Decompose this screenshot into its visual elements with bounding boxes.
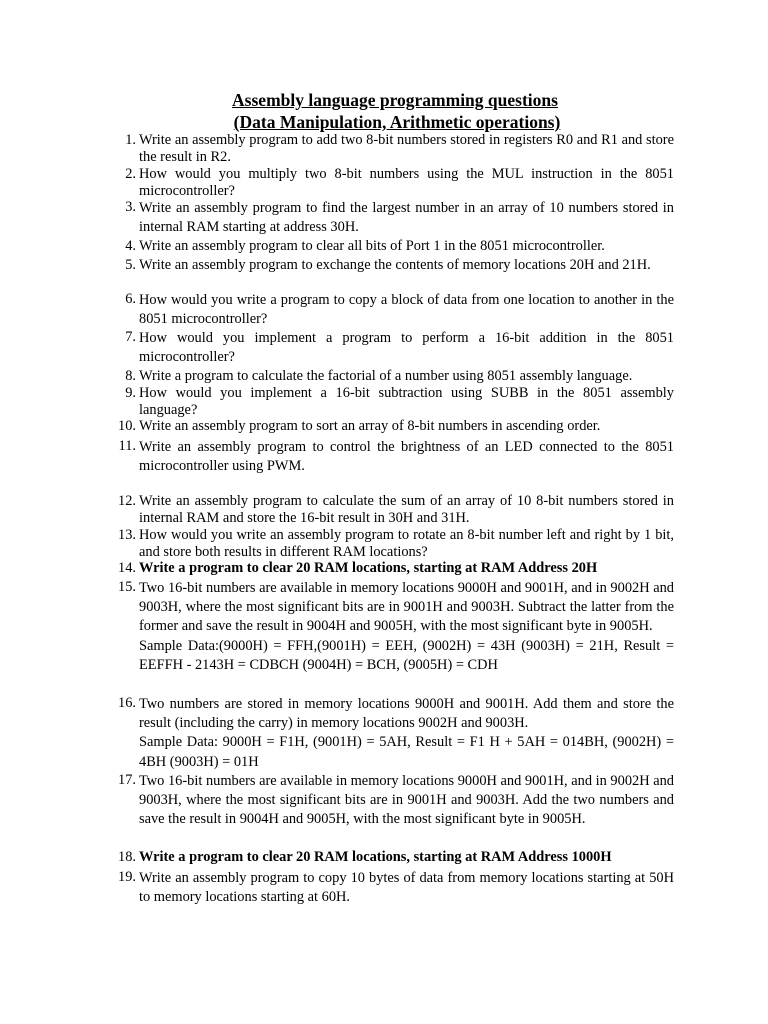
list-item-number: 19.	[118, 869, 136, 885]
list-item	[110, 257, 674, 274]
list-item-text: How would you implement a 16-bit subtraction using SUBB in the 8051 assembly language?	[139, 385, 674, 418]
list-item	[110, 291, 674, 329]
list-item-text: Two 16-bit numbers are available in memory locations 9000H and 9001H, and in 9002H and 9003H, where the most significant bits are in 9001H and 9003H. Subtract the latter from the former and save the result in 9004H and 9005H, with the most significant byte in 9005H.	[139, 580, 674, 635]
list-item	[110, 132, 674, 166]
list-item	[110, 493, 674, 527]
list-item	[110, 199, 674, 237]
list-item	[110, 329, 674, 367]
list-item-text: How would you multiply two 8-bit numbers using the MUL instruction in the 8051 microcontroller?	[139, 166, 674, 199]
list-item-number: 14.	[118, 560, 136, 576]
page-title: Assembly language programming questions	[232, 90, 558, 110]
list-item-text: Write an assembly program to copy 10 bytes of data from memory locations starting at 50H to memory locations starting at 60H.	[139, 870, 674, 906]
list-item-text: How would you implement a program to perform a 16-bit addition in the 8051 microcontroller?	[139, 330, 674, 366]
list-item-number: 7.	[125, 329, 136, 345]
list-item-text: Write an assembly program to sort an array of 8-bit numbers in ascending order.	[139, 418, 601, 434]
list-item-text: Write a program to calculate the factorial of a number using 8051 assembly language.	[139, 368, 633, 384]
list-item	[110, 385, 674, 419]
list-item-text: Write an assembly program to control the brightness of an LED connected to the 8051 microcontroller using PWM.	[139, 439, 674, 475]
list-item-number: 5.	[125, 257, 136, 273]
list-item	[110, 849, 674, 866]
list-item	[110, 438, 674, 476]
list-item	[110, 166, 674, 200]
list-item-text: Write a program to clear 20 RAM locations, starting at RAM Address 1000H	[139, 849, 612, 865]
list-item-number: 13.	[118, 527, 136, 543]
list-item-text: Write an assembly program to find the largest number in an array of 10 numbers stored in internal RAM starting at address 30H.	[139, 200, 674, 236]
list-item-number: 11.	[118, 438, 136, 454]
list-item-text: Write an assembly program to clear all bits of Port 1 in the 8051 microcontroller.	[139, 238, 605, 254]
list-item-text: Two 16-bit numbers are available in memory locations 9000H and 9001H, and in 9002H and 9003H, where the most significant bits are in 9001H and 9003H. Add the two numbers and save the result in 9004H and 9005H, with the most significant byte in 9005H.	[139, 773, 674, 828]
list-item-number: 4.	[125, 238, 136, 254]
list-item	[110, 579, 674, 675]
sample-data: Sample Data:(9000H) = FFH,(9001H) = EEH, (9002H) = 43H (9003H) = 21H, Result = EEFFH - 2143H = CDBCH (9004H) = BCH, (9005H) = CDH	[139, 637, 674, 673]
list-item-text: Write an assembly program to exchange the contents of memory locations 20H and 21H.	[139, 257, 651, 273]
list-item-number: 9.	[125, 385, 136, 401]
list-item-number: 1.	[125, 132, 136, 148]
list-item	[110, 238, 674, 255]
list-item	[110, 368, 674, 385]
list-item-number: 18.	[118, 849, 136, 865]
list-item-number: 2.	[125, 166, 136, 182]
list-item	[110, 695, 674, 772]
list-item	[110, 772, 674, 830]
list-item-number: 17.	[118, 772, 136, 788]
list-item-number: 15.	[118, 579, 136, 595]
list-item-number: 6.	[125, 291, 136, 307]
list-item-text: How would you write a program to copy a block of data from one location to another in the 8051 microcontroller?	[139, 292, 674, 328]
list-item-number: 3.	[125, 199, 136, 215]
list-item	[110, 418, 674, 435]
list-item	[110, 527, 674, 561]
list-item-text: Write an assembly program to add two 8-bit numbers stored in registers R0 and R1 and store the result in R2.	[139, 132, 674, 165]
page-subtitle: (Data Manipulation, Arithmetic operations)	[233, 112, 561, 132]
list-item	[110, 869, 674, 907]
list-item-number: 16.	[118, 695, 136, 711]
list-item-number: 10.	[118, 418, 136, 434]
list-item-text: Write an assembly program to calculate the sum of an array of 10 8-bit numbers stored in internal RAM and store the 16-bit result in 30H and 31H.	[139, 493, 674, 526]
sample-data: Sample Data: 9000H = F1H, (9001H) = 5AH, Result = F1 H + 5AH = 014BH, (9002H) = 4BH (9003H) = 01H	[139, 734, 674, 770]
list-item	[110, 560, 674, 577]
list-item-text: Write a program to clear 20 RAM locations, starting at RAM Address 20H	[139, 560, 598, 576]
list-item-text: How would you write an assembly program to rotate an 8-bit number left and right by 1 bit, and store both results in different RAM locations?	[139, 527, 674, 560]
list-item-number: 12.	[118, 493, 136, 509]
list-item-text: Two numbers are stored in memory locations 9000H and 9001H. Add them and store the result (including the carry) in memory locations 9002H and 9003H.	[139, 696, 674, 732]
list-item-number: 8.	[125, 368, 136, 384]
